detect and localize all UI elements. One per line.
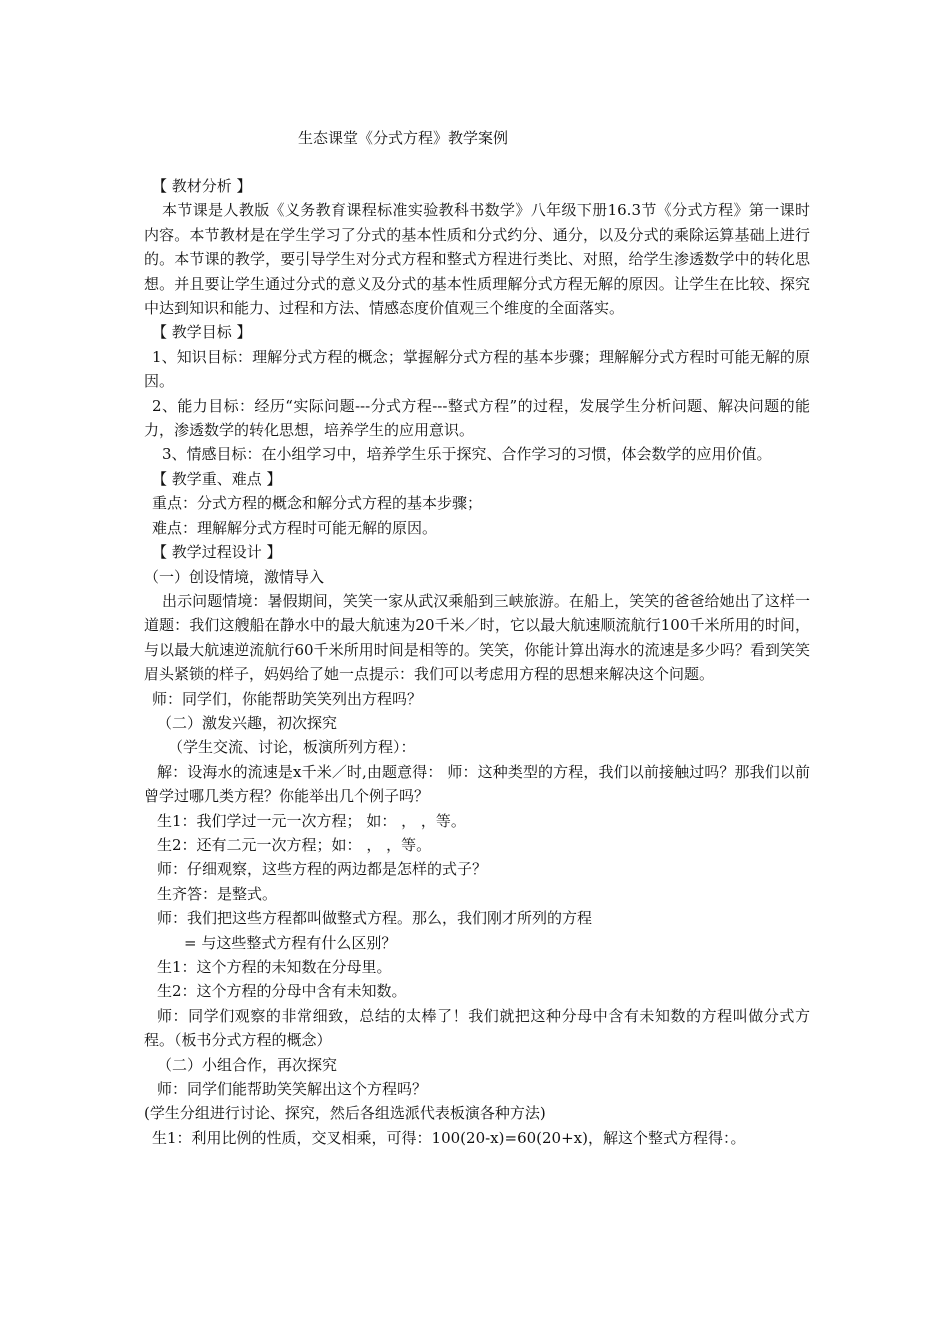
- paragraph: 师：同学们观察的非常细致，总结的太棒了！我们就把这种分母中含有未知数的方程叫做分式方程。（板书分式方程的概念）: [144, 1006, 810, 1050]
- paragraph: 师：同学们，你能帮助笑笑列出方程吗？: [152, 689, 423, 708]
- paragraph: 重点：分式方程的概念和解分式方程的基本步骤；: [152, 494, 483, 513]
- paragraph: 师：同学们能帮助笑笑解出这个方程吗？: [157, 1080, 428, 1099]
- paragraph: 生齐答：是整式。: [157, 884, 278, 903]
- paragraph: 师：我们把这些方程都叫做整式方程。那么，我们刚才所列的方程: [157, 909, 593, 928]
- paragraph: 2、能力目标：经历“实际问题---分式方程---整式方程”的过程，发展学生分析问题、解决问题的能力，渗透数学的转化思想，培养学生的应用意识。: [144, 396, 810, 440]
- paragraph: 生1：利用比例的性质，交叉相乘，可得：100(20-x)=60(20+x)，解这个整式方程得：。: [152, 1128, 746, 1147]
- paragraph: 1、知识目标：理解分式方程的概念；掌握解分式方程的基本步骤；理解解分式方程时可能无解的原因。: [144, 347, 810, 391]
- paragraph: 出示问题情境：暑假期间，笑笑一家从武汉乘船到三峡旅游。在船上，笑笑的爸爸给她出了这样一道题：我们这艘船在静水中的最大航速为20千米／时，它以最大航速顺流航行100千米所用的时间，与以最大航速逆流航行60千米所用时间是相等的。笑笑，你能计算出海水的流速是多少吗？看到笑笑眉头紧锁的样子，妈妈给了她一点提示：我们可以考虑用方程的思想来解决这个问题。: [144, 591, 810, 684]
- paragraph: 【 教学重、难点 】: [152, 469, 282, 488]
- paragraph: 【 教材分析 】: [152, 177, 252, 195]
- paragraph: 生1：我们学过一元一次方程； 如： ， ，等。: [157, 811, 466, 830]
- document-body: [144, 174, 810, 1150]
- paragraph: （学生交流、讨论，板演所列方程）：: [168, 738, 416, 757]
- paragraph: 师：仔细观察，这些方程的两边都是怎样的式子？: [157, 860, 488, 879]
- paragraph: （二）小组合作，再次探究: [157, 1055, 338, 1074]
- paragraph: = 与这些整式方程有什么区别？: [184, 933, 397, 952]
- paragraph: （二）激发兴趣，初次探究: [157, 713, 338, 732]
- paragraph: 3、情感目标：在小组学习中，培养学生乐于探究、合作学习的习惯，体会数学的应用价值。: [162, 445, 772, 464]
- paragraph: 生2：这个方程的分母中含有未知数。: [157, 982, 407, 1001]
- paragraph: （一）创设情境，激情导入: [144, 567, 325, 586]
- paragraph: 难点：理解解分式方程时可能无解的原因。: [152, 518, 438, 537]
- paragraph: 解：设海水的流速是x千米／时,由题意得： 师：这种类型的方程，我们以前接触过吗？那我们以前曾学过哪几类方程？你能举出几个例子吗？: [144, 762, 810, 806]
- paragraph: 【 教学过程设计 】: [152, 543, 282, 562]
- paragraph: 【 教学目标 】: [152, 323, 252, 342]
- paragraph: (学生分组进行讨论、探究，然后各组选派代表板演各种方法): [144, 1104, 546, 1123]
- paragraph: 生1：这个方程的未知数在分母里。: [157, 958, 392, 976]
- paragraph: 生2：还有二元一次方程；如： ， ，等。: [157, 835, 432, 854]
- document-title: 生态课堂《分式方程》教学案例: [298, 129, 509, 147]
- paragraph: 本节课是人教版《义务教育课程标准实验教科书数学》八年级下册16.3节《分式方程》第一课时内容。本节教材是在学生学习了分式的基本性质和分式约分、通分，以及分式的乘除运算基础上进行的。本节课的教学，要引导学生对分式方程和整式方程进行类比、对照，给学生渗透数学中的转化思想。并且要让学生通过分式的意义及分式的基本性质理解分式方程无解的原因。让学生在比较、探究中达到知识和能力、过程和方法、情感态度价值观三个维度的全面落实。: [144, 201, 810, 318]
